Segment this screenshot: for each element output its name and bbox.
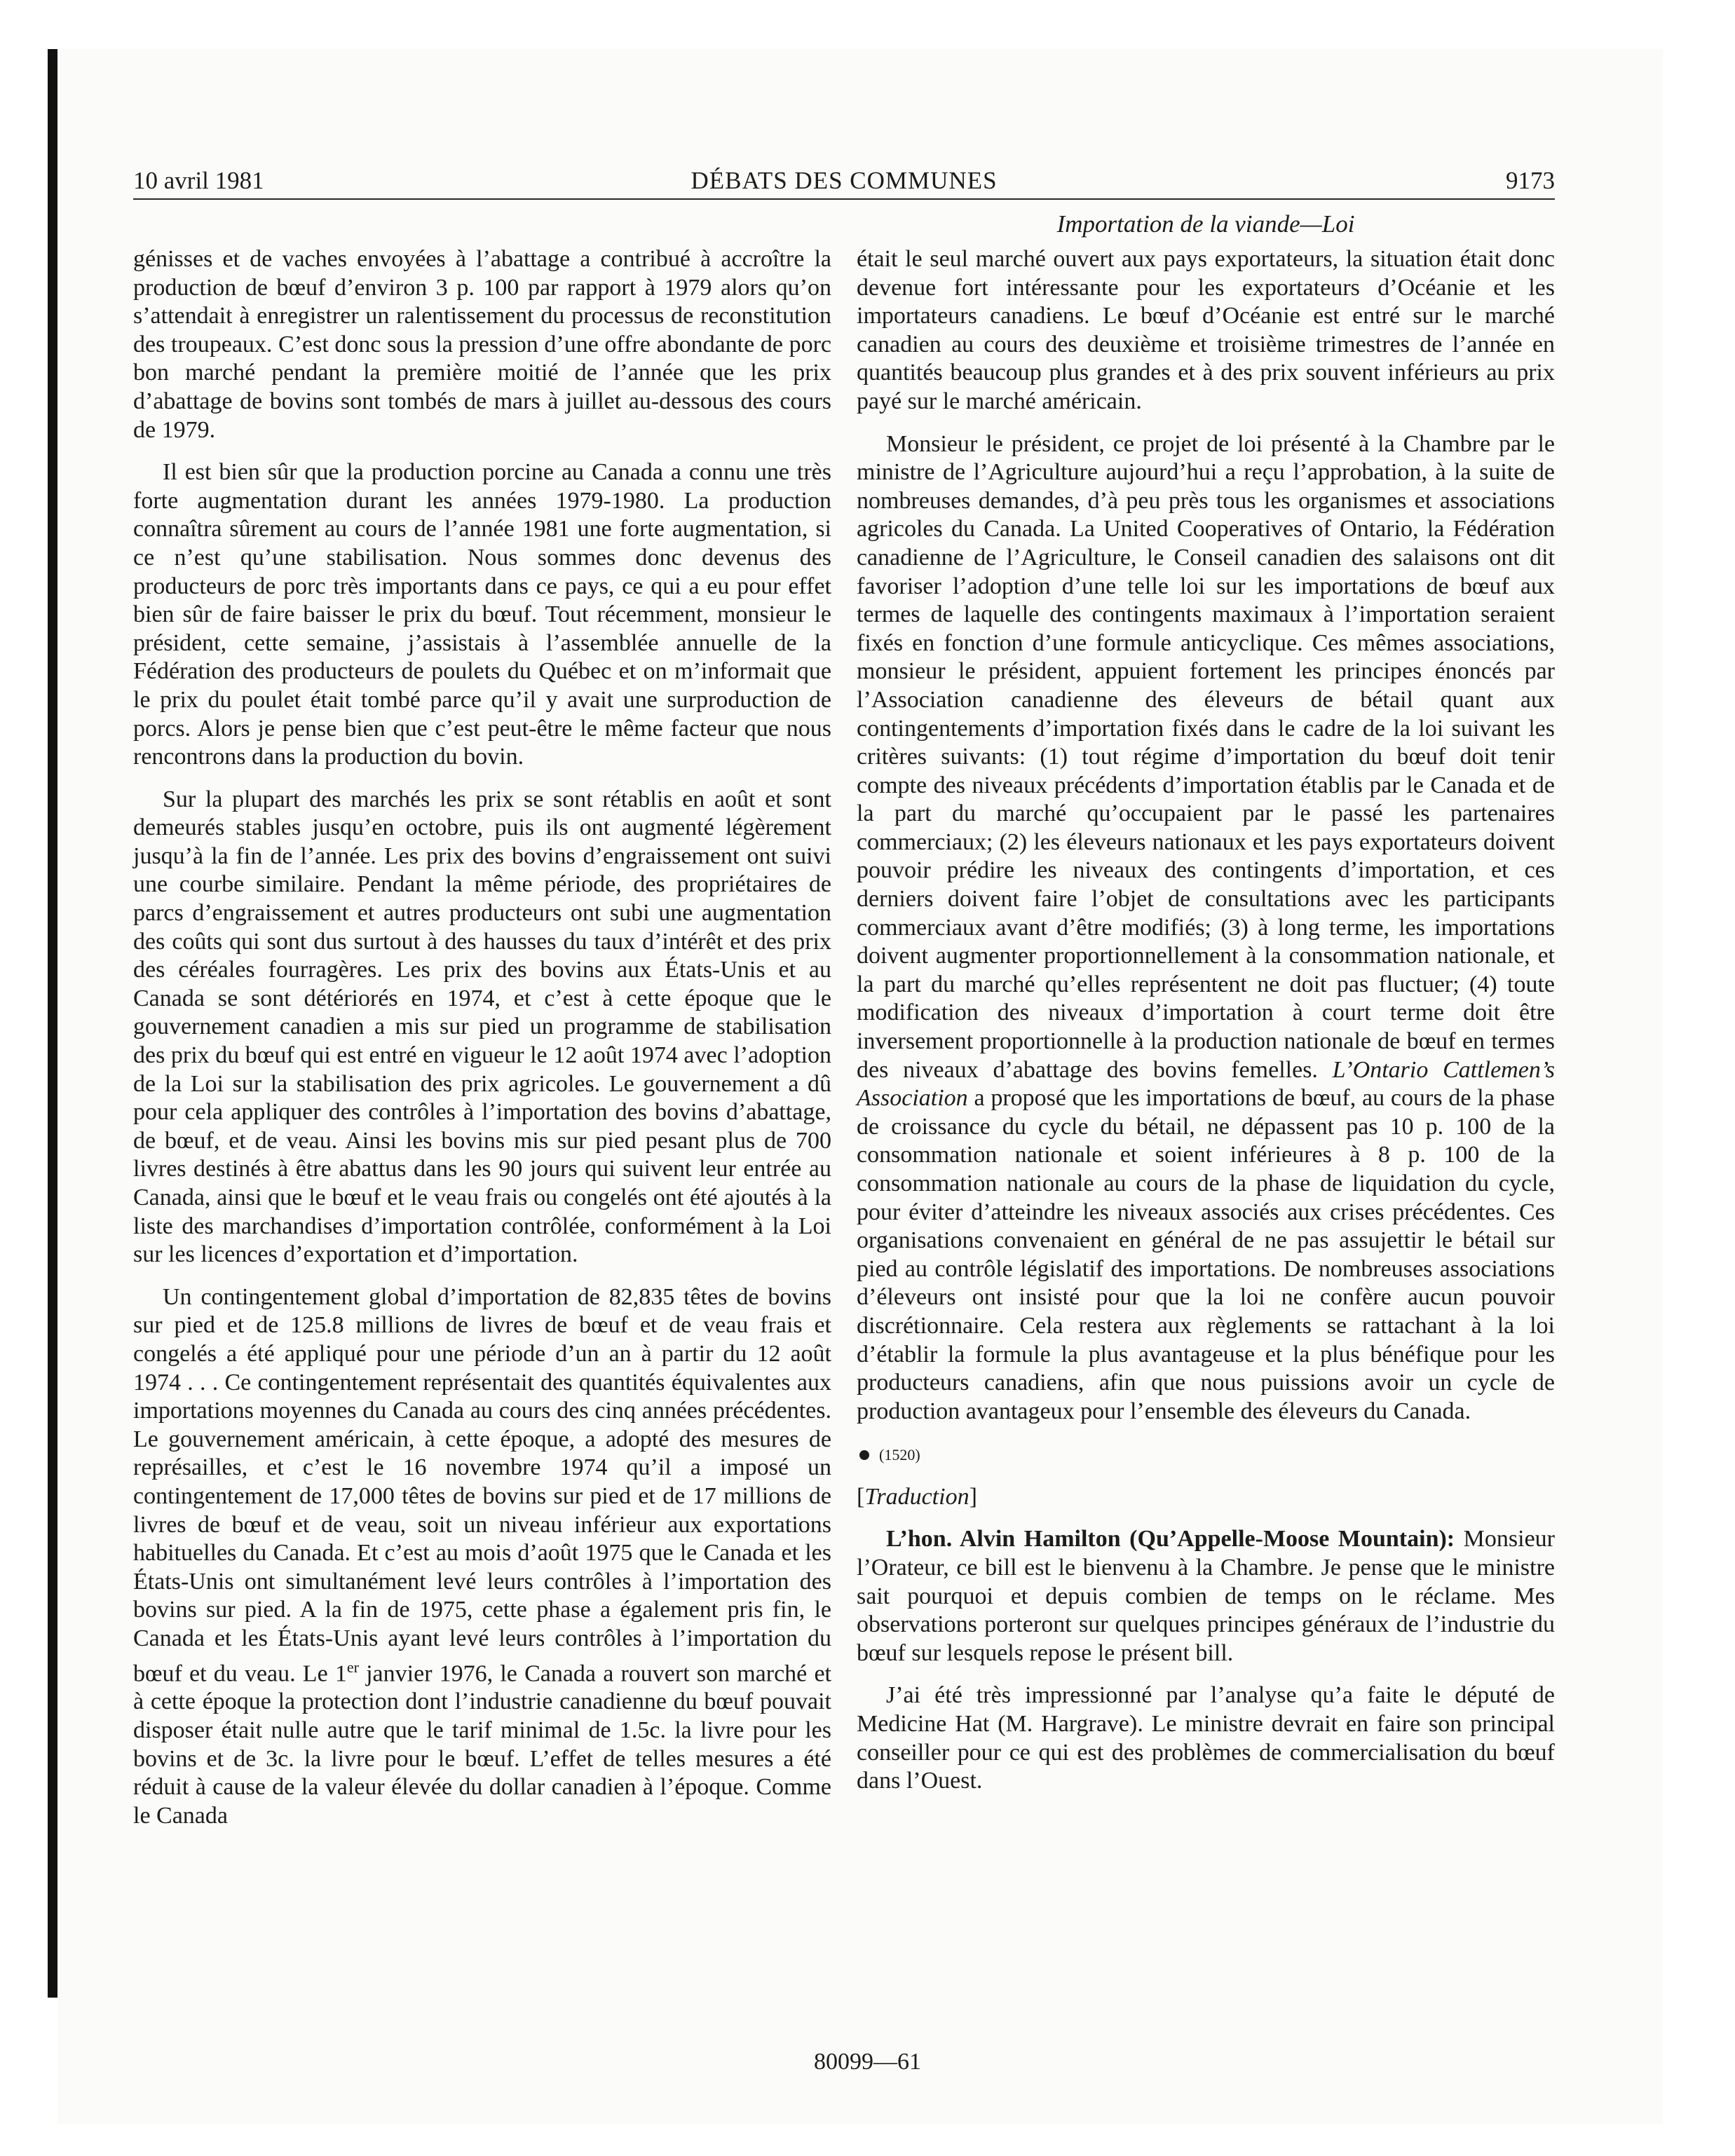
time-marker-text: (1520) xyxy=(879,1446,920,1464)
header-page-number: 9173 xyxy=(1506,167,1555,194)
header-rule xyxy=(133,198,1555,200)
translation-label: Traduction xyxy=(864,1484,969,1510)
right-paragraph-3-text: Monsieur l’Orateur, ce bill est le bienvenu à la Chambre. Je pense que le ministre sait pourquoi et depuis combien de temps on le réclame. Mes observations porteront sur quelques principes généraux de l’industrie du bœuf sur lesquels repose le présent bill. xyxy=(857,1526,1556,1666)
page-header xyxy=(133,163,1555,199)
left-column xyxy=(133,245,831,1830)
right-paragraph-2-part-a: Monsieur le président, ce projet de loi présenté à la Chambre par le ministre de l’Agriculture aujourd’hui a reçu l’approbation, à la suite de nombreuses demandes, d’à peu près tous les organismes et associations agricoles du Canada. La United Cooperatives of Ontario, la Fédération canadienne de l’Agriculture, le Conseil canadien des salaisons ont dit favoriser l’adoption d’une telle loi sur les importations de bœuf aux termes de laquelle des contingents maximaux à l’importation seraient fixés en fonction d’une formule anticyclique. Ces mêmes associations, monsieur le président, appuient fortement les principes énoncés par l’Association canadienne des éleveurs de bétail quant aux contingentements d’importation fixés dans le cadre de la loi suivant les critères suivants: (1) tout régime d’importation du bœuf doit tenir compte des niveaux précédents d’importation établis par le Canada et de la part du marché qu’occupaient par le passé les partenaires commerciaux; (2) les éleveurs nationaux et les pays exportateurs doivent pouvoir prédire les niveaux des contingents d’importation, et ces derniers doivent faire l’objet de consultations avec les participants commerciaux avant d’être modifiés; (3) à long terme, les importations doivent augmenter proportionnellement à la consommation nationale, et la part du marché qu’elles représentent ne doit pas fluctuer; (4) toute modification des niveaux d’importation à court terme doit être inversement proportionnelle à la production nationale de bœuf en termes des niveaux d’abattage des bovins femelles. xyxy=(857,430,1555,1083)
scan-edge xyxy=(48,49,57,1998)
left-paragraph-3: Sur la plupart des marchés les prix se sont rétablis en août et sont demeurés stables jusqu’en octobre, puis ils ont augmenté légèrement jusqu’à la fin de l’année. Les prix des bovins d’engraissement ont suivi une courbe similaire. Pendant la même période, des propriétaires de parcs d’engraissement et autres producteurs ont subi une augmentation des coûts qui sont dus surtout à des hausses du taux d’intérêt et des prix des céréales fourragères. Les prix des bovins aux États-Unis et au Canada se sont détériorés en 1974, et c’est à cette époque que le gouvernement canadien a mis sur pied un programme de stabilisation des prix du bœuf qui est entré en vigueur le 12 août 1974 avec l’adoption de la Loi sur la stabilisation des prix agricoles. Le gouvernement a dû pour cela appliquer des contrôles à l’importation des bovins d’abattage, de bœuf, et de veau. Ainsi les bovins mis sur pied pesant plus de 700 livres destinés à être abattus dans les 90 jours qui suivent leur entrée au Canada, ainsi que le bœuf et le veau frais ou congelés ont été ajoutés à la liste des marchandises d’importation contrôlée, conformément à la Loi sur les licences d’exportation et d’importation. xyxy=(133,786,831,1268)
left-paragraph-4-part-b: janvier 1976, le Canada a rouvert son marché et à cette époque la protection dont l’industrie canadienne du bœuf pouvait disposer était nulle autre que le tarif minimal de 1.5c. la livre pour les bovins et de 3c. la livre pour le bœuf. L’effet de telles mesures a été réduit à cause de la valeur élevée du dollar canadien à l’époque. Comme le Canada xyxy=(133,1660,831,1829)
footer-code: 80099—61 xyxy=(814,2049,921,2075)
right-paragraph-2 xyxy=(857,430,1555,1426)
right-paragraph-3 xyxy=(857,1525,1555,1667)
ordinal-superscript: er xyxy=(346,1658,359,1676)
header-date: 10 avril 1981 xyxy=(133,167,264,194)
header-journal-title: DÉBATS DES COMMUNES xyxy=(690,167,998,194)
bracket-open: [ xyxy=(857,1484,865,1510)
left-paragraph-2: Il est bien sûr que la production porcine au Canada a connu une très forte augmentation durant les années 1979-1980. La production connaîtra sûrement au cours de l’année 1981 une forte augmentation, si ce n’est qu’une stabilisation. Nous sommes donc devenus des producteurs de porc très importants dans ce pays, ce qui a eu pour effet bien sûr de faire baisser le prix du bœuf. Tout récemment, monsieur le président, cette semaine, j’assistais à l’assemblée annuelle de la Fédération des producteurs de poulets du Québec et on m’informait que le prix du poulet était tombé parce qu’il y avait une surproduction de porcs. Alors je pense bien que c’est peut-être le même facteur que nous rencontrons dans la production du bovin. xyxy=(133,459,831,770)
left-paragraph-4 xyxy=(133,1283,831,1831)
right-column xyxy=(857,245,1555,1796)
bracket-close: ] xyxy=(969,1484,977,1510)
time-marker xyxy=(857,1441,1555,1469)
translation-tag xyxy=(857,1483,1555,1511)
left-paragraph-1: génisses et de vaches envoyées à l’abattage a contribué à accroître la production de bœuf d’environ 3 p. 100 par rapport à 1979 alors qu’on s’attendait à enregistrer un ralentissement du processus de reconstitution des troupeaux. C’est donc sous la pression d’une offre abondante de porc bon marché pendant la première moitié de l’année que les prix d’abattage de bovins sont tombés de mars à juillet au-dessous des cours de 1979. xyxy=(133,246,831,443)
left-paragraph-4-part-a: Un contingentement global d’importation de 82,835 têtes de bovins sur pied et de 125.8 millions de livres de bœuf et de veau frais et congelés a été appliqué pour une période d’un an à partir du 12 août 1974 . . . Ce contingentement représentait des quantités équivalentes aux importations moyennes du Canada au cours des cinq années précédentes. Le gouvernement américain, à cette époque, a adopté des mesures de représailles, et c’est le 16 novembre 1974 qu’il a imposé un contingentement de 17,000 têtes de bovins sur pied et de 17 millions de livres de bœuf et de veau, soit un niveau inférieur aux exportations habituelles du Canada. Et c’est au mois d’août 1975 que le Canada et les États-Unis ont simultanément levé leurs contrôles à l’importation des bovins sur pied. A la fin de 1975, cette phase a également pris fin, le Canada et les États-Unis ayant levé leurs contrôles à l’importation du bœuf et du veau. Le 1 xyxy=(133,1283,831,1686)
right-paragraph-2-part-b: a proposé que les importations de bœuf, au cours de la phase de croissance du cycle du bétail, ne dépassent pas 10 p. 100 de la consommation nationale et soient inférieures à 8 p. 100 de la consommation nationale au cours de la phase de liquidation du cycle, pour éviter d’atteindre les niveaux associés aux crises précédentes. Ces organisations convenaient en général de ne pas assujettir le bétail sur pied au contrôle législatif des importations. De nombreuses associations d’éleveurs ont insisté pour que la loi ne confère aucun pouvoir discrétionnaire. Cela restera aux règlements se rattachant à la loi d’établir la formule la plus avantageuse et la plus bénéfique pour les producteurs canadiens, afin que nous puissions avoir un cycle de production avantageux pour l’ensemble des éleveurs du Canada. xyxy=(857,1085,1555,1424)
organization-name: L’Ontario Cattlemen’s Association xyxy=(857,1056,1555,1112)
running-head: Importation de la viande—Loi xyxy=(1056,210,1355,238)
right-paragraph-1: était le seul marché ouvert aux pays exportateurs, la situation était donc devenue fort intéressante pour les exportateurs d’Océanie et les importateurs canadiens. Le bœuf d’Océanie est entré sur le marché canadien au cours des deuxième et troisième trimestres de l’année en quantités beaucoup plus grandes et à des prix souvent inférieurs au prix payé sur le marché américain. xyxy=(857,246,1555,414)
bullet-icon xyxy=(859,1450,869,1460)
right-paragraph-4: J’ai été très impressionné par l’analyse qu’a faite le député de Medicine Hat (M. Hargrave). Le ministre devrait en faire son principal conseiller pour ce qui est des problèmes de commercialisation du bœuf dans l’Ouest. xyxy=(857,1682,1555,1794)
speaker-name: L’hon. Alvin Hamilton (Qu’Appelle-Moose Mountain): xyxy=(886,1526,1455,1553)
